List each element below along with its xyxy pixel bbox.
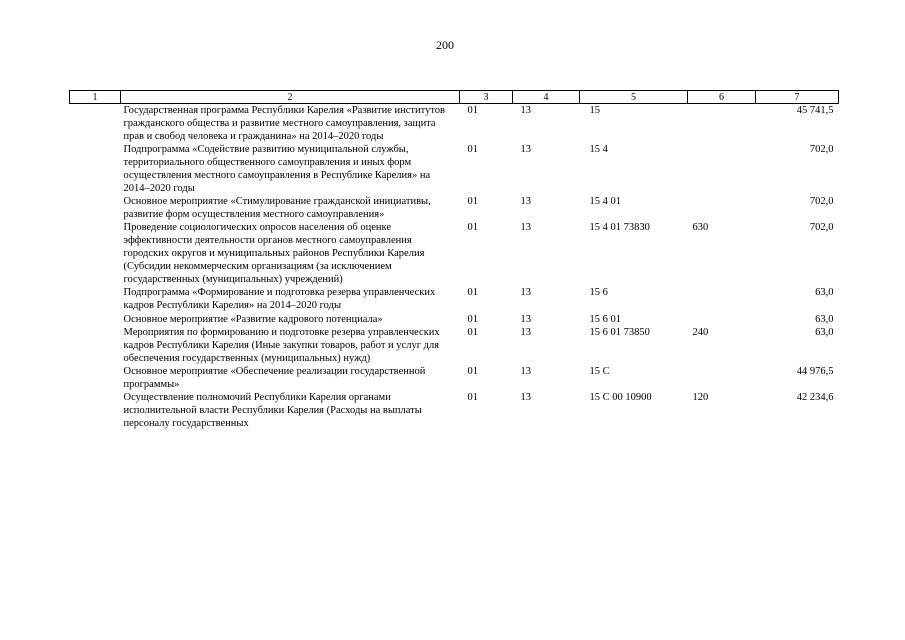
table-row	[70, 365, 839, 391]
row-expense-type: 120	[692, 392, 709, 403]
row-subsection: 13	[520, 196, 531, 207]
row-name: Проведение социологических опросов населения об оценке эффективности деятельности органов местного самоуправления городских округов и муниципальных районов Республики Карелия (Субсидии некоммерческим организациям (за исключением государственных (муниципальных) учреждений)	[123, 222, 425, 285]
row-section: 01	[467, 287, 478, 298]
row-target-code: 15	[589, 105, 600, 116]
row-subsection: 13	[520, 105, 531, 116]
row-section: 01	[467, 327, 478, 338]
row-expense-type	[688, 286, 756, 312]
row-number	[70, 104, 121, 144]
row-expense-type	[688, 195, 756, 221]
row-amount: 702,0	[809, 196, 834, 207]
row-target-code: 15 4 01	[589, 196, 621, 207]
page-number: 200	[436, 38, 454, 52]
header-col-3: 3	[460, 91, 513, 104]
row-section: 01	[467, 392, 478, 403]
row-expense-type: 630	[692, 222, 709, 233]
header-col-1: 1	[70, 91, 121, 104]
row-name: Подпрограмма «Содействие развитию муниципальной службы, территориального общественного самоуправления и иных форм осуществления местного самоуправления в Республике Карелия» на 2014–2020 годы	[123, 144, 431, 194]
row-subsection: 13	[520, 287, 531, 298]
row-number	[70, 221, 121, 286]
row-subsection: 13	[520, 327, 531, 338]
row-amount: 42 234,6	[796, 392, 834, 403]
row-subsection: 13	[520, 392, 531, 403]
row-target-code: 15 6	[589, 287, 608, 298]
table-row	[70, 104, 839, 144]
row-name: Основное мероприятие «Обеспечение реализации государственной программы»	[123, 366, 426, 390]
header-col-2: 2	[121, 91, 460, 104]
table-row	[70, 195, 839, 221]
table-header-row	[70, 91, 839, 104]
row-target-code: 15 6 01	[589, 314, 621, 325]
row-section: 01	[467, 366, 478, 377]
row-name: Основное мероприятие «Стимулирование гражданской инициативы, развитие форм осуществления местного самоуправления»	[123, 196, 431, 220]
budget-table	[69, 90, 839, 430]
row-number	[70, 143, 121, 195]
header-col-5: 5	[580, 91, 688, 104]
row-section: 01	[467, 196, 478, 207]
row-number	[70, 312, 121, 326]
row-name: Основное мероприятие «Развитие кадрового потенциала»	[123, 314, 383, 325]
table-row	[70, 286, 839, 312]
row-expense-type	[688, 104, 756, 144]
row-section: 01	[467, 222, 478, 233]
row-expense-type: 240	[692, 327, 709, 338]
row-number	[70, 391, 121, 430]
row-number	[70, 326, 121, 365]
row-name: Мероприятия по формированию и подготовке резерва управленческих кадров Республики Карелия (Иные закупки товаров, работ и услуг для обеспечения государственных (муниципальных) нужд)	[123, 327, 440, 364]
row-amount: 45 741,5	[796, 105, 834, 116]
row-target-code: 15 4 01 73830	[589, 222, 650, 233]
row-subsection: 13	[520, 144, 531, 155]
row-number	[70, 195, 121, 221]
row-target-code: 15 С 00 10900	[589, 392, 652, 403]
table-row	[70, 312, 839, 326]
row-number	[70, 286, 121, 312]
table-row	[70, 143, 839, 195]
row-target-code: 15 С	[589, 366, 610, 377]
row-subsection: 13	[520, 366, 531, 377]
row-expense-type	[688, 365, 756, 391]
row-amount: 63,0	[815, 287, 834, 298]
row-subsection: 13	[520, 314, 531, 325]
table-row	[70, 326, 839, 365]
row-expense-type	[688, 143, 756, 195]
row-amount: 44 976,5	[796, 366, 834, 377]
row-expense-type	[688, 312, 756, 326]
row-number	[70, 365, 121, 391]
row-target-code: 15 4	[589, 144, 608, 155]
row-name: Государственная программа Республики Карелия «Развитие институтов гражданского общества и развитие местного самоуправления, защита прав и свобод человека и гражданина» на 2014–2020 годы	[123, 105, 446, 142]
header-col-6: 6	[688, 91, 756, 104]
table-row	[70, 221, 839, 286]
row-amount: 63,0	[815, 327, 834, 338]
row-name: Осуществление полномочий Республики Карелия органами исполнительной власти Республики Карелия (Расходы на выплаты персоналу государственных	[123, 392, 422, 429]
row-section: 01	[467, 314, 478, 325]
header-col-4: 4	[513, 91, 580, 104]
row-amount: 63,0	[815, 314, 834, 325]
row-target-code: 15 6 01 73850	[589, 327, 650, 338]
row-amount: 702,0	[809, 144, 834, 155]
row-subsection: 13	[520, 222, 531, 233]
table-row	[70, 391, 839, 430]
row-amount: 702,0	[809, 222, 834, 233]
row-name: Подпрограмма «Формирование и подготовка резерва управленческих кадров Республики Карелия» на 2014–2020 годы	[123, 287, 436, 311]
row-section: 01	[467, 144, 478, 155]
header-col-7: 7	[756, 91, 839, 104]
row-section: 01	[467, 105, 478, 116]
